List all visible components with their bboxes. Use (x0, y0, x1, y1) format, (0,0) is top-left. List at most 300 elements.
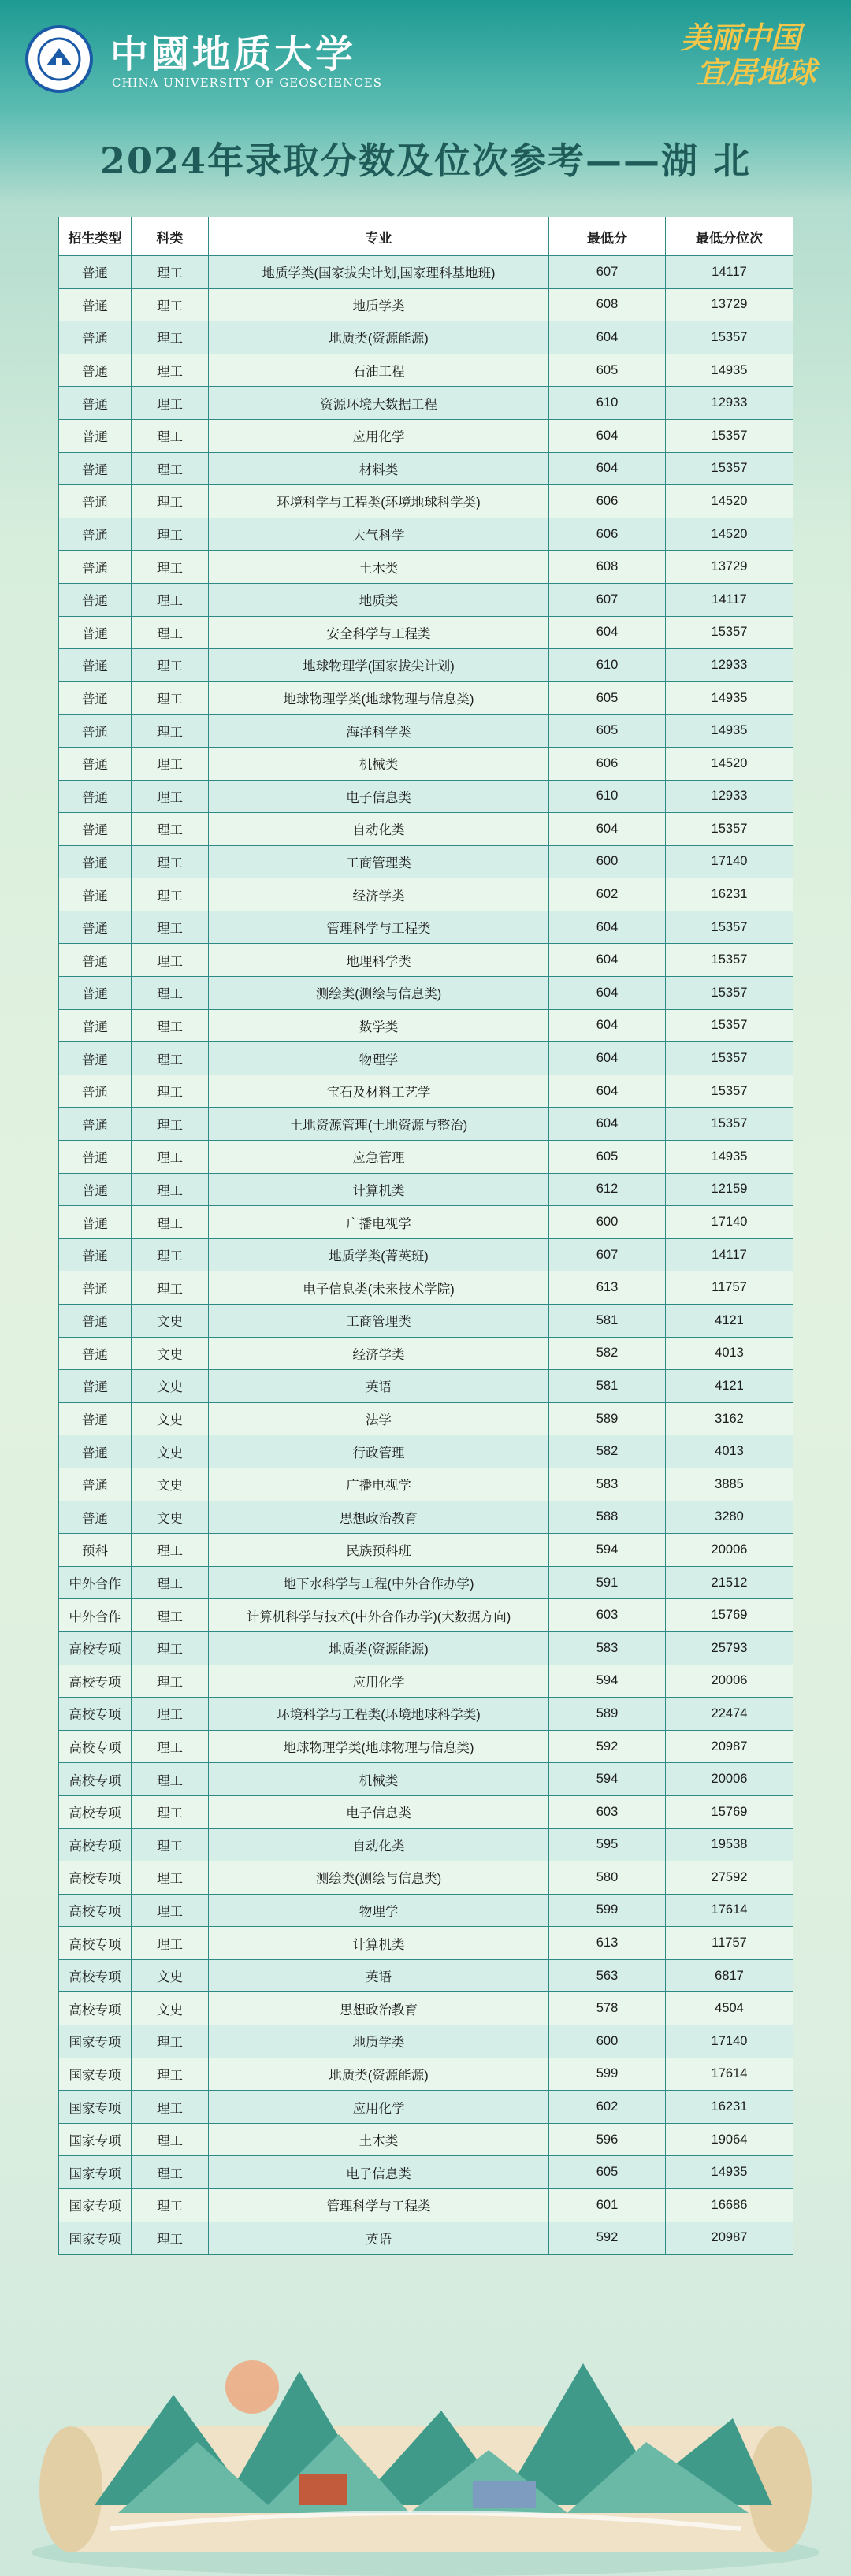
category-cell: 文史 (132, 1468, 209, 1501)
min-rank-cell: 14520 (666, 485, 793, 518)
major-cell: 行政管理 (209, 1435, 549, 1468)
min-score-cell: 604 (549, 616, 666, 649)
major-cell: 地质类(资源能源) (209, 321, 549, 354)
table-header-row (59, 217, 793, 256)
min-score-cell: 610 (549, 649, 666, 682)
table-row (59, 1468, 793, 1501)
min-score-cell: 603 (549, 1599, 666, 1632)
min-rank-cell: 12159 (666, 1173, 793, 1206)
enroll-type-cell: 普通 (59, 1108, 132, 1141)
major-cell: 地球物理学类(地球物理与信息类) (209, 1730, 549, 1763)
major-cell: 应急管理 (209, 1141, 549, 1174)
major-cell: 地质类(资源能源) (209, 1631, 549, 1665)
major-cell: 机械类 (209, 1763, 549, 1796)
enroll-type-cell: 国家专项 (59, 2091, 132, 2124)
table-row (59, 1795, 793, 1828)
header-min-score: 最低分 (549, 217, 666, 256)
table-row (59, 485, 793, 518)
category-cell: 理工 (132, 1238, 209, 1271)
category-cell: 理工 (132, 1795, 209, 1828)
table-row (59, 1534, 793, 1567)
table-row (59, 1108, 793, 1141)
major-cell: 计算机类 (209, 1927, 549, 1960)
min-rank-cell: 17140 (666, 845, 793, 878)
enroll-type-cell: 普通 (59, 1238, 132, 1271)
category-cell: 文史 (132, 1305, 209, 1338)
min-rank-cell: 14520 (666, 518, 793, 551)
min-rank-cell: 17140 (666, 2025, 793, 2058)
major-cell: 民族预科班 (209, 1534, 549, 1567)
enroll-type-cell: 普通 (59, 944, 132, 977)
min-rank-cell: 14520 (666, 747, 793, 780)
category-cell: 理工 (132, 354, 209, 387)
university-name-cn: 中國地质大学 (110, 32, 357, 76)
category-cell: 理工 (132, 1042, 209, 1075)
enroll-type-cell: 普通 (59, 1305, 132, 1338)
enroll-type-cell: 普通 (59, 977, 132, 1010)
category-cell: 理工 (132, 944, 209, 977)
table-row (59, 1238, 793, 1271)
min-rank-cell: 14117 (666, 256, 793, 289)
min-rank-cell: 12933 (666, 649, 793, 682)
table-row (59, 911, 793, 944)
major-cell: 计算机类 (209, 1173, 549, 1206)
min-score-cell: 604 (549, 1009, 666, 1042)
table-row (59, 1337, 793, 1370)
enroll-type-cell: 中外合作 (59, 1599, 132, 1632)
min-rank-cell: 3885 (666, 1468, 793, 1501)
min-score-cell: 600 (549, 1206, 666, 1239)
min-score-cell: 581 (549, 1305, 666, 1338)
category-cell: 文史 (132, 1337, 209, 1370)
category-cell: 理工 (132, 1271, 209, 1305)
min-score-cell: 600 (549, 845, 666, 878)
table-row (59, 616, 793, 649)
table-row (59, 1141, 793, 1174)
major-cell: 经济学类 (209, 878, 549, 911)
enroll-type-cell: 普通 (59, 452, 132, 485)
category-cell: 理工 (132, 1861, 209, 1895)
university-logo (25, 25, 93, 93)
table-row (59, 1665, 793, 1698)
enroll-type-cell: 高校专项 (59, 1698, 132, 1731)
table-row (59, 1501, 793, 1534)
table-row (59, 1763, 793, 1796)
min-score-cell: 592 (549, 1730, 666, 1763)
category-cell: 文史 (132, 1370, 209, 1403)
header-category: 科类 (132, 217, 209, 256)
category-cell: 理工 (132, 2189, 209, 2222)
enroll-type-cell: 高校专项 (59, 1730, 132, 1763)
enroll-type-cell: 普通 (59, 813, 132, 846)
major-cell: 地球物理学(国家拔尖计划) (209, 649, 549, 682)
table-row (59, 551, 793, 584)
min-score-cell: 594 (549, 1534, 666, 1567)
table-row (59, 1959, 793, 1992)
enroll-type-cell: 普通 (59, 1402, 132, 1435)
category-cell: 文史 (132, 1959, 209, 1992)
min-rank-cell: 15357 (666, 321, 793, 354)
table-row (59, 1042, 793, 1075)
table-row (59, 1992, 793, 2025)
enroll-type-cell: 高校专项 (59, 1763, 132, 1796)
enroll-type-cell: 高校专项 (59, 1795, 132, 1828)
major-cell: 地质类 (209, 583, 549, 616)
major-cell: 工商管理类 (209, 845, 549, 878)
category-cell: 理工 (132, 1534, 209, 1567)
min-rank-cell: 13729 (666, 551, 793, 584)
enroll-type-cell: 普通 (59, 485, 132, 518)
major-cell: 工商管理类 (209, 1305, 549, 1338)
min-rank-cell: 20006 (666, 1534, 793, 1567)
enroll-type-cell: 普通 (59, 878, 132, 911)
category-cell: 理工 (132, 649, 209, 682)
min-rank-cell: 15769 (666, 1795, 793, 1828)
major-cell: 电子信息类 (209, 2156, 549, 2189)
major-cell: 地质学类 (209, 2025, 549, 2058)
min-rank-cell: 3280 (666, 1501, 793, 1534)
major-cell: 电子信息类(未来技术学院) (209, 1271, 549, 1305)
min-score-cell: 605 (549, 681, 666, 715)
enroll-type-cell: 普通 (59, 1370, 132, 1403)
enroll-type-cell: 普通 (59, 1206, 132, 1239)
category-cell: 理工 (132, 419, 209, 452)
table-row (59, 1305, 793, 1338)
category-cell: 理工 (132, 387, 209, 420)
major-cell: 物理学 (209, 1042, 549, 1075)
min-score-cell: 589 (549, 1698, 666, 1731)
table-row (59, 288, 793, 321)
enroll-type-cell: 高校专项 (59, 1894, 132, 1927)
min-score-cell: 603 (549, 1795, 666, 1828)
landscape-scroll-illustration (0, 2324, 851, 2576)
min-score-cell: 605 (549, 715, 666, 748)
min-rank-cell: 12933 (666, 387, 793, 420)
category-cell: 文史 (132, 1402, 209, 1435)
major-cell: 土地资源管理(土地资源与整治) (209, 1108, 549, 1141)
major-cell: 安全科学与工程类 (209, 616, 549, 649)
enroll-type-cell: 普通 (59, 1173, 132, 1206)
table-row (59, 1566, 793, 1599)
enroll-type-cell: 高校专项 (59, 1861, 132, 1895)
page-title: 2024年录取分数及位次参考——湖 北 (99, 139, 752, 182)
min-score-cell: 608 (549, 551, 666, 584)
table-row (59, 1370, 793, 1403)
category-cell: 理工 (132, 1075, 209, 1108)
category-cell: 文史 (132, 1435, 209, 1468)
min-score-cell: 604 (549, 1108, 666, 1141)
header-enroll-type: 招生类型 (59, 217, 132, 256)
min-rank-cell: 15357 (666, 452, 793, 485)
min-rank-cell: 15357 (666, 911, 793, 944)
major-cell: 经济学类 (209, 1337, 549, 1370)
enroll-type-cell: 普通 (59, 1042, 132, 1075)
category-cell: 理工 (132, 977, 209, 1010)
min-rank-cell: 14935 (666, 1141, 793, 1174)
enroll-type-cell: 普通 (59, 681, 132, 715)
enroll-type-cell: 普通 (59, 747, 132, 780)
min-score-cell: 583 (549, 1468, 666, 1501)
major-cell: 思想政治教育 (209, 1992, 549, 2025)
enroll-type-cell: 中外合作 (59, 1566, 132, 1599)
table-row (59, 2156, 793, 2189)
min-rank-cell: 15357 (666, 1075, 793, 1108)
min-score-cell: 607 (549, 583, 666, 616)
table-row (59, 977, 793, 1010)
major-cell: 环境科学与工程类(环境地球科学类) (209, 1698, 549, 1731)
min-score-cell: 582 (549, 1337, 666, 1370)
category-cell: 理工 (132, 518, 209, 551)
category-cell: 理工 (132, 1009, 209, 1042)
min-score-cell: 604 (549, 944, 666, 977)
category-cell: 理工 (132, 747, 209, 780)
enroll-type-cell: 普通 (59, 1468, 132, 1501)
category-cell: 理工 (132, 681, 209, 715)
min-rank-cell: 20987 (666, 1730, 793, 1763)
min-rank-cell: 14117 (666, 583, 793, 616)
slogan (662, 20, 819, 90)
major-cell: 管理科学与工程类 (209, 911, 549, 944)
emblem-icon (35, 35, 83, 83)
enroll-type-cell: 普通 (59, 419, 132, 452)
major-cell: 地球物理学类(地球物理与信息类) (209, 681, 549, 715)
min-score-cell: 595 (549, 1828, 666, 1861)
enroll-type-cell: 普通 (59, 649, 132, 682)
table-row (59, 2058, 793, 2091)
enroll-type-cell: 国家专项 (59, 2123, 132, 2156)
major-cell: 地质学类 (209, 288, 549, 321)
enroll-type-cell: 普通 (59, 354, 132, 387)
category-cell: 理工 (132, 1730, 209, 1763)
category-cell: 理工 (132, 845, 209, 878)
major-cell: 土木类 (209, 551, 549, 584)
major-cell: 大气科学 (209, 518, 549, 551)
major-cell: 应用化学 (209, 1665, 549, 1698)
min-rank-cell: 15357 (666, 1009, 793, 1042)
enroll-type-cell: 国家专项 (59, 2058, 132, 2091)
min-score-cell: 613 (549, 1271, 666, 1305)
table-row (59, 1075, 793, 1108)
category-cell: 理工 (132, 2156, 209, 2189)
enroll-type-cell: 高校专项 (59, 1631, 132, 1665)
min-score-cell: 582 (549, 1435, 666, 1468)
table-row (59, 715, 793, 748)
min-rank-cell: 15357 (666, 419, 793, 452)
category-cell: 理工 (132, 1206, 209, 1239)
enroll-type-cell: 普通 (59, 1435, 132, 1468)
category-cell: 理工 (132, 1698, 209, 1731)
table-row (59, 878, 793, 911)
enroll-type-cell: 普通 (59, 256, 132, 289)
slogan-line-2: 宜居地球 (696, 54, 816, 90)
major-cell: 地理科学类 (209, 944, 549, 977)
category-cell: 理工 (132, 1894, 209, 1927)
major-cell: 环境科学与工程类(环境地球科学类) (209, 485, 549, 518)
category-cell: 理工 (132, 1763, 209, 1796)
category-cell: 理工 (132, 911, 209, 944)
category-cell: 理工 (132, 1108, 209, 1141)
min-rank-cell: 25793 (666, 1631, 793, 1665)
min-rank-cell: 4121 (666, 1305, 793, 1338)
enroll-type-cell: 国家专项 (59, 2189, 132, 2222)
category-cell: 理工 (132, 715, 209, 748)
table-row (59, 2091, 793, 2124)
major-cell: 土木类 (209, 2123, 549, 2156)
category-cell: 理工 (132, 256, 209, 289)
min-rank-cell: 15357 (666, 813, 793, 846)
header-min-rank: 最低分位次 (666, 217, 793, 256)
min-rank-cell: 19064 (666, 2123, 793, 2156)
major-cell: 应用化学 (209, 2091, 549, 2124)
min-rank-cell: 4504 (666, 1992, 793, 2025)
table-row (59, 1698, 793, 1731)
major-cell: 机械类 (209, 747, 549, 780)
min-score-cell: 578 (549, 1992, 666, 2025)
table-row (59, 256, 793, 289)
category-cell: 理工 (132, 452, 209, 485)
category-cell: 理工 (132, 1927, 209, 1960)
category-cell: 理工 (132, 1665, 209, 1698)
major-cell: 数学类 (209, 1009, 549, 1042)
table-row (59, 1631, 793, 1665)
major-cell: 广播电视学 (209, 1206, 549, 1239)
min-rank-cell: 14935 (666, 681, 793, 715)
enroll-type-cell: 普通 (59, 551, 132, 584)
category-cell: 理工 (132, 1141, 209, 1174)
category-cell: 文史 (132, 1992, 209, 2025)
min-score-cell: 589 (549, 1402, 666, 1435)
major-cell: 石油工程 (209, 354, 549, 387)
min-score-cell: 610 (549, 780, 666, 813)
enroll-type-cell: 普通 (59, 845, 132, 878)
major-cell: 应用化学 (209, 419, 549, 452)
table-row (59, 1435, 793, 1468)
major-cell: 思想政治教育 (209, 1501, 549, 1534)
table-row (59, 2123, 793, 2156)
category-cell: 理工 (132, 551, 209, 584)
min-rank-cell: 11757 (666, 1927, 793, 1960)
table-row (59, 1271, 793, 1305)
min-rank-cell: 20006 (666, 1665, 793, 1698)
major-cell: 宝石及材料工艺学 (209, 1075, 549, 1108)
enroll-type-cell: 普通 (59, 780, 132, 813)
min-rank-cell: 3162 (666, 1402, 793, 1435)
table-row (59, 1730, 793, 1763)
min-rank-cell: 11757 (666, 1271, 793, 1305)
table-row (59, 2025, 793, 2058)
table-row (59, 387, 793, 420)
min-rank-cell: 17614 (666, 1894, 793, 1927)
category-cell: 理工 (132, 813, 209, 846)
min-rank-cell: 17140 (666, 1206, 793, 1239)
min-rank-cell: 21512 (666, 1566, 793, 1599)
min-rank-cell: 15357 (666, 944, 793, 977)
major-cell: 测绘类(测绘与信息类) (209, 1861, 549, 1895)
major-cell: 管理科学与工程类 (209, 2189, 549, 2222)
min-score-cell: 607 (549, 256, 666, 289)
category-cell: 文史 (132, 1501, 209, 1534)
header-major: 专业 (209, 217, 549, 256)
major-cell: 法学 (209, 1402, 549, 1435)
min-rank-cell: 14935 (666, 715, 793, 748)
category-cell: 理工 (132, 2091, 209, 2124)
major-cell: 物理学 (209, 1894, 549, 1927)
table-row (59, 321, 793, 354)
enroll-type-cell: 国家专项 (59, 2156, 132, 2189)
min-score-cell: 601 (549, 2189, 666, 2222)
min-score-cell: 605 (549, 1141, 666, 1174)
min-rank-cell: 15357 (666, 1042, 793, 1075)
category-cell: 理工 (132, 2025, 209, 2058)
min-score-cell: 604 (549, 452, 666, 485)
enroll-type-cell: 高校专项 (59, 1992, 132, 2025)
table-row (59, 845, 793, 878)
category-cell: 理工 (132, 1173, 209, 1206)
major-cell: 自动化类 (209, 1828, 549, 1861)
enroll-type-cell: 高校专项 (59, 1959, 132, 1992)
category-cell: 理工 (132, 288, 209, 321)
category-cell: 理工 (132, 321, 209, 354)
min-rank-cell: 17614 (666, 2058, 793, 2091)
min-score-cell: 596 (549, 2123, 666, 2156)
min-score-cell: 605 (549, 354, 666, 387)
category-cell: 理工 (132, 2222, 209, 2255)
table-row (59, 780, 793, 813)
min-rank-cell: 6817 (666, 1959, 793, 1992)
min-score-cell: 604 (549, 911, 666, 944)
min-score-cell: 604 (549, 813, 666, 846)
min-rank-cell: 15357 (666, 1108, 793, 1141)
min-score-cell: 580 (549, 1861, 666, 1895)
min-rank-cell: 20987 (666, 2222, 793, 2255)
major-cell: 英语 (209, 1370, 549, 1403)
min-rank-cell: 14935 (666, 2156, 793, 2189)
table-row (59, 1173, 793, 1206)
min-score-cell: 612 (549, 1173, 666, 1206)
table-row (59, 354, 793, 387)
min-rank-cell: 14935 (666, 354, 793, 387)
min-score-cell: 604 (549, 1042, 666, 1075)
min-rank-cell: 15357 (666, 977, 793, 1010)
min-score-cell: 604 (549, 419, 666, 452)
min-score-cell: 606 (549, 747, 666, 780)
category-cell: 理工 (132, 1631, 209, 1665)
min-score-cell: 613 (549, 1927, 666, 1960)
table-row (59, 452, 793, 485)
table-row (59, 1599, 793, 1632)
slogan-line-1: 美丽中国 (680, 20, 801, 55)
category-cell: 理工 (132, 485, 209, 518)
min-rank-cell: 4013 (666, 1435, 793, 1468)
enroll-type-cell: 国家专项 (59, 2222, 132, 2255)
min-rank-cell: 16231 (666, 2091, 793, 2124)
major-cell: 电子信息类 (209, 780, 549, 813)
category-cell: 理工 (132, 1599, 209, 1632)
min-score-cell: 594 (549, 1665, 666, 1698)
min-rank-cell: 20006 (666, 1763, 793, 1796)
min-score-cell: 604 (549, 321, 666, 354)
enroll-type-cell: 普通 (59, 387, 132, 420)
category-cell: 理工 (132, 780, 209, 813)
min-score-cell: 602 (549, 878, 666, 911)
min-rank-cell: 4013 (666, 1337, 793, 1370)
score-table-container (58, 217, 793, 2255)
min-score-cell: 600 (549, 2025, 666, 2058)
min-score-cell: 606 (549, 485, 666, 518)
table-row (59, 649, 793, 682)
enroll-type-cell: 普通 (59, 616, 132, 649)
header (0, 0, 851, 110)
